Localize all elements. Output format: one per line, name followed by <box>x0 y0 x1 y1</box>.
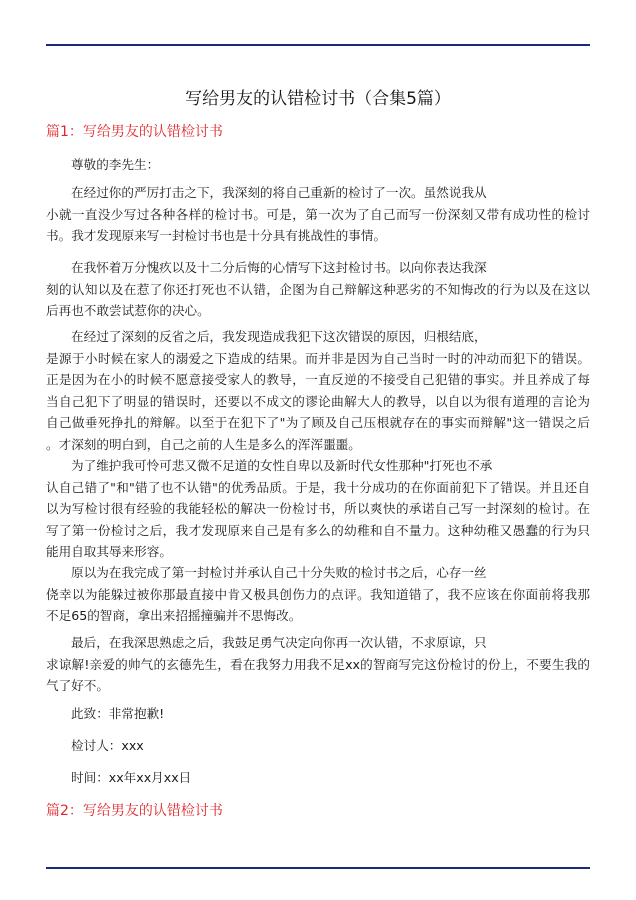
bottom-rule <box>46 867 590 869</box>
line: 为了维护我可怜可悲又微不足道的女性自卑以及新时代女性那种"打死也不承 <box>71 458 493 473</box>
paragraph-5 <box>46 562 590 627</box>
paragraph-1 <box>46 182 590 247</box>
line: 。才深刻的明白到，自己之前的人生是多么的浑浑噩噩。 <box>46 436 361 452</box>
line: 认自己错了"和"错了也不认错"的优秀品质。于是，我十分成功的在你面前犯下了错误。并且还自 <box>46 479 590 495</box>
salutation <box>46 154 590 176</box>
closing-text: 此致：非常抱歉! <box>71 706 165 721</box>
line: 侥幸以为能躲过被你那最直接中肯又极具创伤力的点评。我知道错了，我不应该在你面前将我那 <box>46 586 590 602</box>
line: 在经过你的严厉打击之下，我深刻的将自己重新的检讨了一次。虽然说我从 <box>71 185 487 200</box>
line: 在经过了深刻的反省之后，我发现造成我犯下这次错误的原因，归根结底， <box>71 329 487 344</box>
salutation-text: 尊敬的李先生： <box>71 157 160 172</box>
line: 能用自取其辱来形容。 <box>46 544 172 560</box>
line: 自己做垂死挣扎的辩解。以至于在犯下了"为了顾及自己压根就存在的事实而辩解"这一错误之后 <box>46 415 590 431</box>
line: 求谅解!亲爱的帅气的玄德先生，看在我努力用我不足xx的智商写完这份检讨的份上，不要生我的 <box>46 656 590 672</box>
line: 书。我才发现原来写一封检讨书也是十分具有挑战性的事情。 <box>46 228 387 244</box>
line: 气了好不。 <box>46 678 109 694</box>
paragraph-6 <box>46 632 590 697</box>
document-title: 写给男友的认错检讨书（合集5篇） <box>185 89 451 109</box>
signer-text: 检讨人：xxx <box>71 738 144 753</box>
line: 是源于小时候在家人的溺爱之下造成的结果。而并非是因为自己当时一时的冲动而犯下的错误。 <box>46 350 590 366</box>
signer <box>46 735 590 757</box>
line: 在我怀着万分愧疚以及十二分后悔的心情写下这封检讨书。以向你表达我深 <box>71 260 487 275</box>
line: 原以为在我完成了第一封检讨并承认自己十分失败的检讨书之后，心存一丝 <box>71 565 487 580</box>
date-text: 时间：xx年xx月xx日 <box>71 770 192 785</box>
line: 正是因为在小的时候不愿意接受家人的教导，一直反逆的不接受自己犯错的事实。并且养成了每 <box>46 372 590 388</box>
line: 最后，在我深思熟虑之后，我鼓足勇气决定向你再一次认错，不求原谅，只 <box>71 635 487 650</box>
line: 当自己犯下了明显的错误时，还要以不成文的谬论曲解大人的教导，以自以为很有道理的言论为 <box>46 393 590 409</box>
paragraph-3 <box>46 326 590 456</box>
line: 写了第一份检讨之后，我才发现原来自己是有多么的幼稚和自不量力。这种幼稚又愚蠢的行为只 <box>46 522 590 538</box>
section-1-heading: 篇1：写给男友的认错检讨书 <box>46 124 223 140</box>
line: 后再也不敢尝试惹你的决心。 <box>46 303 210 319</box>
top-rule <box>46 44 590 46</box>
closing <box>46 703 590 725</box>
paragraph-2 <box>46 257 590 322</box>
line: 小就一直没少写过各种各样的检讨书。可是，第一次为了自己而写一份深刻又带有成功性的检讨 <box>46 206 590 222</box>
line: 刻的认知以及在惹了你还打死也不认错，企图为自己辩解这种恶劣的不知悔改的行为以及在这以 <box>46 281 590 297</box>
paragraph-4 <box>46 455 590 563</box>
line: 以为写检讨很有经验的我能轻松的解决一份检讨书，所以爽快的承诺自己写一封深刻的检讨。在 <box>46 501 590 517</box>
date <box>46 767 590 789</box>
line: 不足65的智商，拿出来招摇撞骗并不思悔改。 <box>46 608 302 624</box>
section-2-heading: 篇2：写给男友的认错检讨书 <box>46 803 223 819</box>
